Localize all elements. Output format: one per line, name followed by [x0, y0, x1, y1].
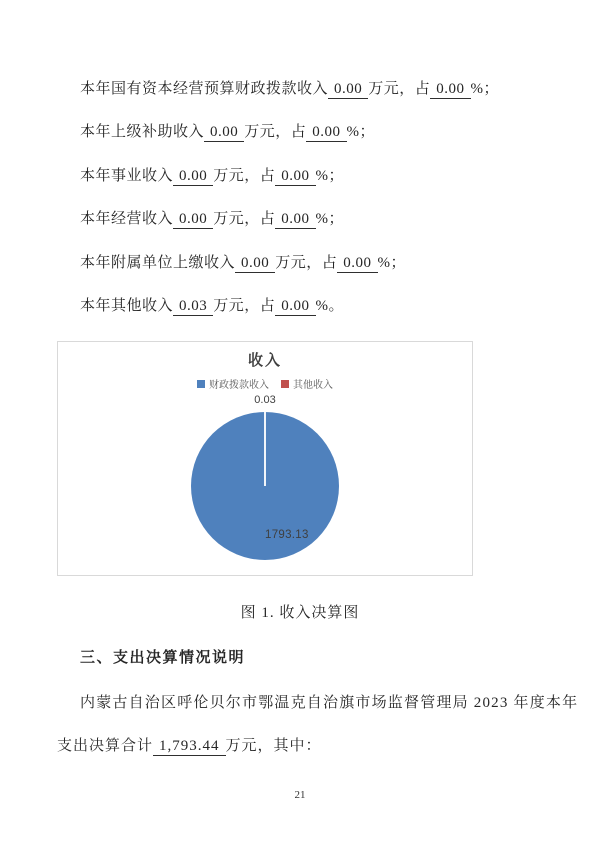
income-suffix: %；: [315, 168, 345, 184]
income-percent: 0.00: [337, 255, 377, 273]
legend-swatch-red-icon: [281, 380, 289, 388]
legend-swatch-blue-icon: [197, 380, 205, 388]
income-amount: 0.00: [204, 124, 244, 142]
income-suffix: %；: [346, 124, 376, 140]
income-unit: 万元，占: [368, 81, 431, 97]
income-unit: 万元，占: [213, 211, 276, 227]
income-line-text: 本年国有资本经营预算财政拨款收入: [80, 81, 329, 97]
income-unit: 万元，占: [244, 124, 307, 140]
pie-slice-fiscal-appropriation: [191, 412, 339, 560]
legend-item-other-income: [281, 376, 333, 391]
income-suffix: %；: [377, 255, 407, 271]
paragraph-text: 支出决算合计: [57, 738, 154, 754]
income-line-state-capital: [80, 79, 499, 99]
income-percent: 0.00: [275, 298, 315, 316]
income-suffix: %；: [315, 211, 345, 227]
legend-item-fiscal-appropriation: [197, 376, 269, 391]
legend-label: 其他收入: [293, 380, 333, 391]
income-amount: 0.00: [173, 211, 213, 229]
income-line-text: 本年其他收入: [80, 298, 174, 314]
income-percent: 0.00: [275, 211, 315, 229]
expenditure-paragraph-line2: [57, 734, 322, 756]
chart-title: 收入: [247, 352, 282, 369]
income-percent: 0.00: [306, 124, 346, 142]
pie-label-fiscal-appropriation: 1793.13: [265, 529, 309, 541]
income-suffix: %；: [470, 81, 500, 97]
income-line-institutional: [80, 166, 344, 186]
income-line-affiliated-units: [80, 253, 406, 273]
income-unit: 万元，占: [275, 255, 338, 271]
pie-label-other-income: 0.03: [254, 394, 276, 406]
income-line-other: [80, 296, 344, 316]
expenditure-total-amount: 1,793.44: [153, 738, 226, 756]
income-pie-chart: [57, 341, 473, 576]
income-percent: 0.00: [275, 168, 315, 186]
income-line-operating: [80, 209, 344, 229]
income-amount: 0.00: [328, 81, 368, 99]
income-percent: 0.00: [430, 81, 470, 99]
income-line-text: 本年附属单位上缴收入: [80, 255, 236, 271]
page-number: 21: [294, 789, 306, 801]
income-line-text: 本年上级补助收入: [80, 124, 205, 140]
income-suffix: %。: [315, 298, 345, 314]
income-amount: 0.03: [173, 298, 213, 316]
legend-label: 财政拨款收入: [209, 380, 269, 391]
income-line-text: 本年事业收入: [80, 168, 174, 184]
section-heading: 三、支出决算情况说明: [80, 650, 246, 666]
paragraph-text: 万元，其中：: [225, 738, 322, 754]
income-unit: 万元，占: [213, 298, 276, 314]
income-line-superior-subsidy: [80, 122, 375, 142]
income-unit: 万元，占: [213, 168, 276, 184]
income-amount: 0.00: [173, 168, 213, 186]
expenditure-paragraph-line1: 内蒙古自治区呼伦贝尔市鄂温克自治旗市场监督管理局 2023 年度本年: [80, 695, 579, 711]
figure-caption: 图 1. 收入决算图: [240, 605, 360, 621]
income-line-text: 本年经营收入: [80, 211, 174, 227]
pie-slice-other-income: [264, 412, 266, 486]
income-amount: 0.00: [235, 255, 275, 273]
chart-legend: [58, 376, 472, 391]
